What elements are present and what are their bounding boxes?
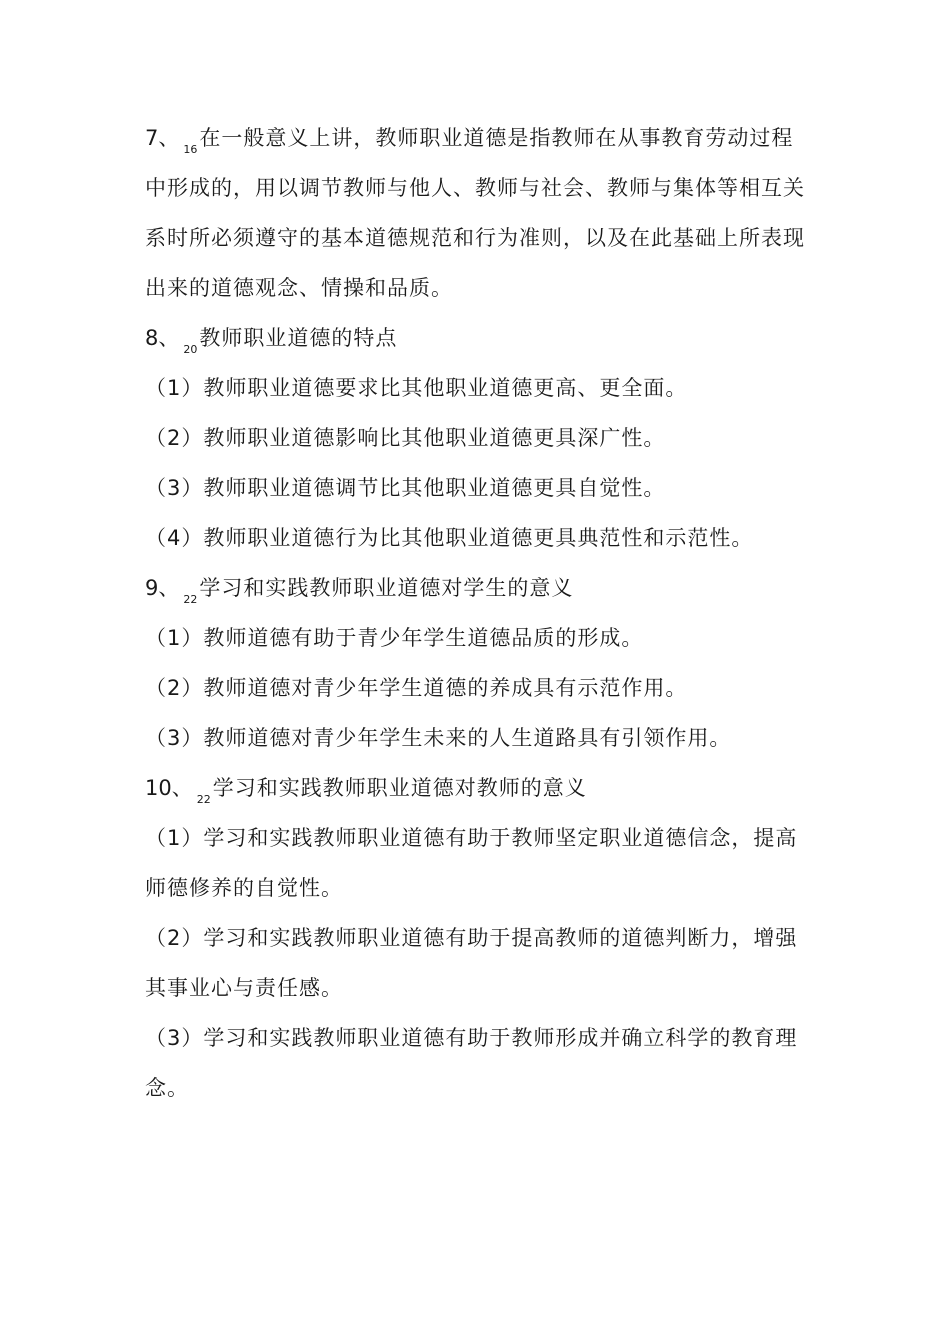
section-number: 8、 [145,326,180,350]
section-title: 教师职业道德的特点 [199,326,398,350]
list-item-continuation: 其事业心与责任感。 [145,976,343,1000]
list-item-continuation: 师德修养的自觉性。 [145,876,343,900]
section-title: 学习和实践教师职业道德对学生的意义 [199,576,574,600]
section-heading [145,313,815,363]
list-item: （1）学习和实践教师职业道德有助于教师坚定职业道德信念，提高 [145,826,798,850]
section-title: 学习和实践教师职业道德对教师的意义 [212,776,587,800]
section-heading [145,763,815,813]
section-heading [145,563,815,613]
list-item: （2）教师道德对青少年学生道德的养成具有示范作用。 [145,676,688,700]
list-item: （3）学习和实践教师职业道德有助于教师形成并确立科学的教育理 [145,1026,798,1050]
document-body [145,113,815,1113]
paragraph-line: 在一般意义上讲，教师职业道德是指教师在从事教育劳动过程 [199,126,794,150]
list-item: （2）学习和实践教师职业道德有助于提高教师的道德判断力，增强 [145,926,798,950]
paragraph-line: 系时所必须遵守的基本道德规范和行为准则，以及在此基础上所表现 [145,226,805,250]
list-item: （1）教师道德有助于青少年学生道德品质的形成。 [145,626,644,650]
list-item: （4）教师职业道德行为比其他职业道德更具典范性和示范性。 [145,526,754,550]
section-9 [145,563,815,763]
list-item-continuation: 念。 [145,1076,189,1100]
page-reference: 22 [196,793,211,806]
page-reference: 22 [183,593,198,606]
section-number: 9、 [145,576,180,600]
list-item: （3）教师职业道德调节比其他职业道德更具自觉性。 [145,476,666,500]
section-heading [145,113,815,163]
paragraph-line: 中形成的，用以调节教师与他人、教师与社会、教师与集体等相互关 [145,176,805,200]
section-number: 10、 [145,776,193,800]
list-item: （2）教师职业道德影响比其他职业道德更具深广性。 [145,426,666,450]
paragraph-line: 出来的道德观念、情操和品质。 [145,276,453,300]
section-number: 7、 [145,126,180,150]
list-item: （1）教师职业道德要求比其他职业道德更高、更全面。 [145,376,688,400]
page-reference: 16 [183,143,198,156]
section-7 [145,113,815,313]
page-reference: 20 [183,343,198,356]
list-item: （3）教师道德对青少年学生未来的人生道路具有引领作用。 [145,726,732,750]
section-10 [145,763,815,1113]
section-8 [145,313,815,563]
